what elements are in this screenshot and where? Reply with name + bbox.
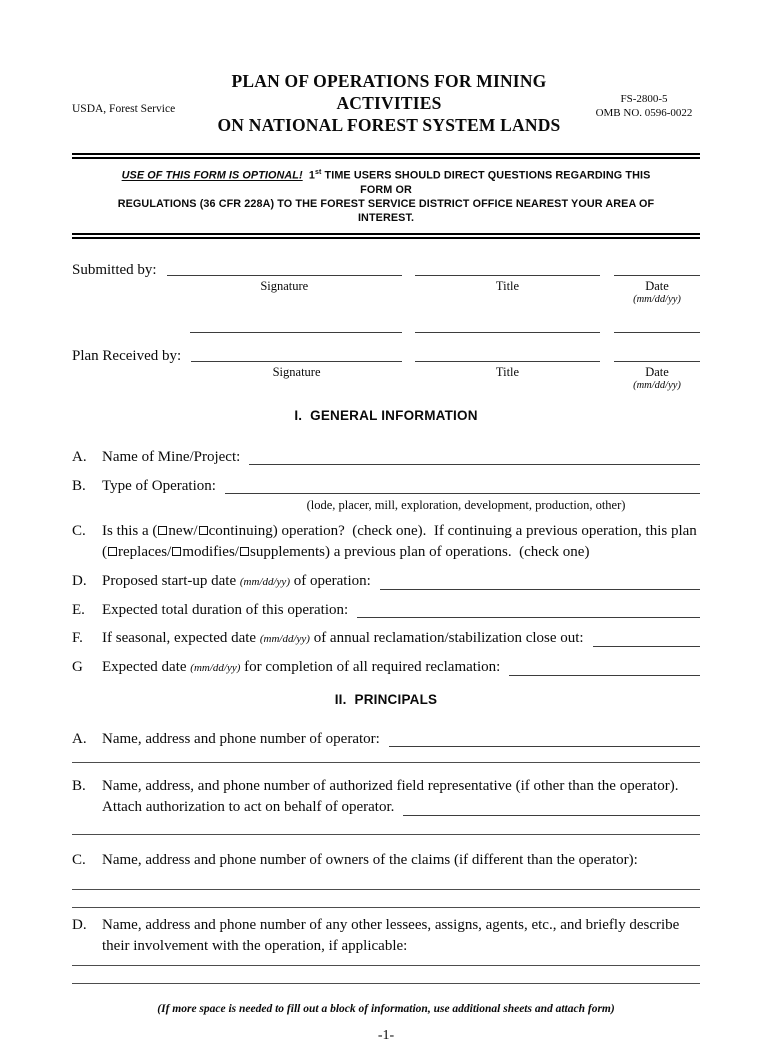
- operation-type-field[interactable]: [225, 477, 700, 494]
- item-1g: [72, 658, 700, 678]
- submitted-title-col: [415, 261, 600, 306]
- section-2-heading: II. PRINCIPALS: [334, 691, 438, 707]
- received-title-col: [415, 347, 600, 392]
- startup-date-field[interactable]: [380, 572, 700, 590]
- item-1c-seg6: modifies/: [182, 543, 239, 560]
- item-1g-label: G: [72, 658, 83, 675]
- notice-rest: TIME USERS SHOULD DIRECT QUESTIONS REGARDING THIS FORM OR: [321, 169, 651, 196]
- notice-sup: st: [315, 169, 322, 176]
- reclamation-date-field[interactable]: [509, 658, 700, 676]
- extra-signature-field[interactable]: [190, 318, 402, 333]
- item-2a: [72, 730, 700, 749]
- continuing-checkbox[interactable]: [199, 526, 208, 535]
- claim-owners-line-2[interactable]: [72, 907, 700, 908]
- optional-use-notice: [72, 153, 700, 239]
- item-2a-text: Name, address and phone number of operator:: [102, 730, 380, 747]
- lessees-line-1[interactable]: [72, 965, 700, 966]
- duration-field[interactable]: [357, 601, 700, 618]
- submitted-date-col: [614, 261, 700, 306]
- operation-type-hint: (lode, placer, mill, exploration, development, production, other): [306, 497, 626, 512]
- supplements-checkbox[interactable]: [240, 547, 249, 556]
- item-2b-label: B.: [72, 777, 86, 794]
- agency-label: USDA, Forest Service: [72, 103, 176, 115]
- mine-name-field[interactable]: [249, 448, 700, 465]
- form-number: FS-2800-5: [620, 92, 668, 105]
- item-1a-label: A.: [72, 448, 87, 465]
- operator-info-line[interactable]: [72, 762, 700, 763]
- received-title-field[interactable]: [415, 347, 600, 362]
- date-format-inline: (mm/dd/yy): [190, 661, 241, 674]
- form-header: [72, 70, 700, 136]
- received-signature-col: [191, 347, 402, 392]
- item-2a-label: A.: [72, 730, 87, 747]
- extra-signature-row: [72, 318, 700, 333]
- date-format-inline: (mm/dd/yy): [239, 575, 290, 588]
- item-1b-label: B.: [72, 477, 86, 494]
- form-title-line2: ON NATIONAL FOREST SYSTEM LANDS: [217, 115, 561, 135]
- notice-line1: [106, 166, 666, 197]
- item-2b-line1: Name, address, and phone number of authorized field representative (if other than the operator).: [102, 777, 679, 794]
- item-1a-text: Name of Mine/Project:: [102, 448, 241, 465]
- date-format-label: (mm/dd/yy): [633, 293, 681, 305]
- item-1f-label: F.: [72, 629, 83, 646]
- item-1e-label: E.: [72, 601, 85, 618]
- signature-col-label: Signature: [272, 364, 321, 379]
- replaces-checkbox[interactable]: [108, 547, 117, 556]
- item-1c-line2: [102, 542, 700, 563]
- received-signature-field[interactable]: [191, 347, 402, 362]
- omb-number: OMB NO. 0596-0022: [595, 107, 693, 119]
- section-1-heading: I. GENERAL INFORMATION: [294, 407, 478, 423]
- modifies-checkbox[interactable]: [172, 547, 181, 556]
- item-1f-text: If seasonal, expected date (mm/dd/yy) of annual reclamation/stabilization close out:: [102, 629, 584, 646]
- item-1c: [72, 521, 700, 563]
- representative-info-line[interactable]: [72, 834, 700, 835]
- item-1c-seg5: replaces/: [118, 543, 172, 560]
- signature-col-label: Signature: [260, 278, 309, 293]
- new-checkbox[interactable]: [158, 526, 167, 535]
- item-2d: [72, 915, 700, 957]
- title-col-label: Title: [495, 278, 520, 293]
- representative-info-field[interactable]: [403, 797, 700, 816]
- title-col-label: Title: [495, 364, 520, 379]
- submitted-by-label: Submitted by:: [72, 261, 157, 278]
- form-title: [190, 70, 588, 136]
- item-1d-label: D.: [72, 572, 87, 589]
- submitted-signature-col: [167, 261, 402, 306]
- item-2b-line2: Attach authorization to act on behalf of operator.: [102, 797, 700, 818]
- item-1e: [72, 601, 700, 620]
- item-1d: [72, 572, 700, 592]
- plan-received-row: [72, 347, 700, 392]
- submitted-date-field[interactable]: [614, 261, 700, 276]
- date-format-inline: (mm/dd/yy): [259, 632, 310, 645]
- item-1c-seg2: new/: [168, 522, 198, 539]
- item-2c: [72, 851, 700, 870]
- date-format-label: (mm/dd/yy): [633, 379, 681, 391]
- submitted-title-field[interactable]: [415, 261, 600, 276]
- item-1f: [72, 629, 700, 649]
- row-spacer: [72, 318, 190, 333]
- more-space-note: (If more space is needed to fill out a block of information, use additional sheets and attach form): [157, 1002, 615, 1015]
- item-2b: [72, 776, 700, 818]
- item-1b: [72, 477, 700, 496]
- item-1c-seg4: (: [102, 543, 107, 560]
- item-2d-line1: Name, address and phone number of any other lessees, assigns, agents, etc., and briefly describe: [102, 916, 680, 933]
- item-2c-label: C.: [72, 851, 86, 868]
- claim-owners-line-1[interactable]: [72, 889, 700, 890]
- notice-lead: USE OF THIS FORM IS OPTIONAL!: [121, 169, 303, 182]
- lessees-line-2[interactable]: [72, 983, 700, 984]
- item-1c-label: C.: [72, 522, 86, 539]
- item-1c-seg3: continuing) operation? (check one). If continuing a previous operation, this plan: [208, 522, 697, 539]
- item-2d-line2: their involvement with the operation, if applicable:: [102, 937, 408, 954]
- operator-info-field[interactable]: [389, 730, 700, 747]
- form-title-line1: PLAN OF OPERATIONS FOR MINING ACTIVITIES: [231, 71, 547, 113]
- plan-received-label: Plan Received by:: [72, 347, 182, 364]
- form-id-block: [588, 86, 700, 121]
- received-date-col: [614, 347, 700, 392]
- notice-num: 1: [302, 169, 315, 182]
- item-1c-line1: [102, 521, 700, 542]
- item-1d-text: Proposed start-up date (mm/dd/yy) of operation:: [102, 572, 371, 589]
- item-2c-text: Name, address and phone number of owners of the claims (if different than the operator):: [102, 851, 638, 868]
- date-col-label: Date: [645, 278, 669, 293]
- item-1e-text: Expected total duration of this operation:: [102, 601, 349, 618]
- closeout-date-field[interactable]: [593, 629, 700, 647]
- date-col-label: Date: [645, 364, 669, 379]
- item-1c-seg7: supplements) a previous plan of operations. (check one): [249, 543, 590, 560]
- extra-title-field[interactable]: [415, 318, 600, 333]
- submitted-signature-field[interactable]: [167, 261, 402, 276]
- extra-date-field[interactable]: [614, 318, 700, 333]
- submitted-by-row: [72, 261, 700, 306]
- notice-line2: REGULATIONS (36 CFR 228A) TO THE FOREST SERVICE DISTRICT OFFICE NEAREST YOUR AREA OF INTEREST.: [117, 197, 655, 224]
- item-1c-seg1: Is this a (: [102, 522, 158, 539]
- item-1a: [72, 448, 700, 467]
- item-1g-text: Expected date (mm/dd/yy) for completion of all required reclamation:: [102, 658, 501, 675]
- item-2d-label: D.: [72, 916, 87, 933]
- page-number: -1-: [377, 1027, 395, 1043]
- received-date-field[interactable]: [614, 347, 700, 362]
- item-1b-text: Type of Operation:: [102, 477, 216, 494]
